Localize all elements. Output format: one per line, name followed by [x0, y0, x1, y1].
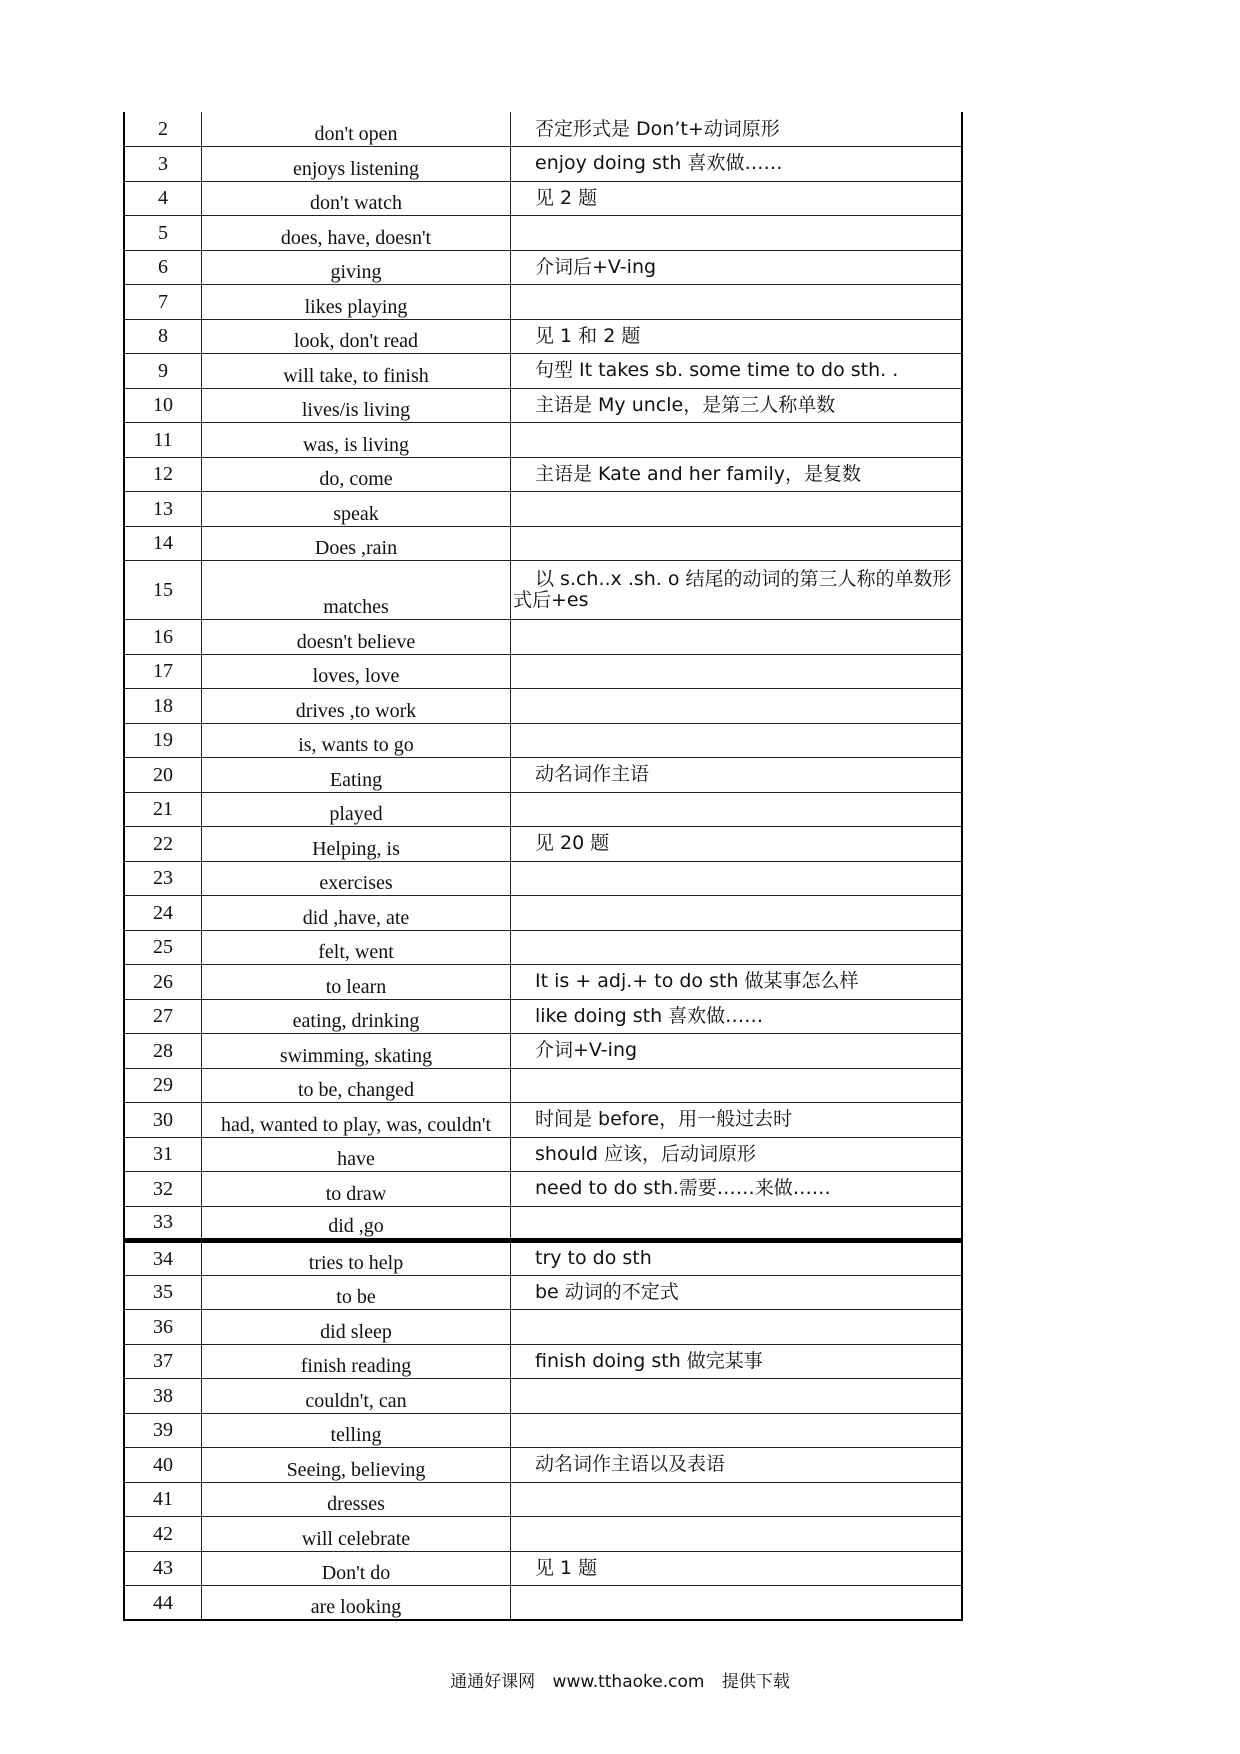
explanation-cell: 动名词作主语以及表语: [511, 1448, 963, 1483]
question-number: 28: [124, 1034, 202, 1069]
answer-cell: finish reading: [202, 1344, 511, 1379]
question-number: 33: [124, 1206, 202, 1241]
explanation-cell: [511, 216, 963, 251]
table-row: [124, 526, 962, 561]
explanation-cell: [511, 1379, 963, 1414]
question-number: 14: [124, 526, 202, 561]
explanation-cell: [511, 1310, 963, 1345]
explanation-cell: 以 s.ch..x .sh. o 结尾的动词的第三人称的单数形式后+es: [511, 561, 963, 620]
answer-cell: does, have, doesn't: [202, 216, 511, 251]
answer-table: [123, 112, 963, 1621]
question-number: 23: [124, 861, 202, 896]
answer-cell: swimming, skating: [202, 1034, 511, 1069]
answer-cell: lives/is living: [202, 388, 511, 423]
table-row: [124, 181, 962, 216]
question-number: 7: [124, 285, 202, 320]
explanation-cell: 句型 It takes sb. some time to do sth. .: [511, 354, 963, 389]
answer-cell: dresses: [202, 1482, 511, 1517]
explanation-cell: [511, 689, 963, 724]
question-number: 41: [124, 1482, 202, 1517]
table-row: [124, 1275, 962, 1310]
table-row: [124, 1344, 962, 1379]
table-row: [124, 827, 962, 862]
answer-cell: matches: [202, 561, 511, 620]
question-number: 6: [124, 250, 202, 285]
answer-cell: drives ,to work: [202, 689, 511, 724]
answer-cell: do, come: [202, 457, 511, 492]
question-number: 10: [124, 388, 202, 423]
answer-cell: Does ,rain: [202, 526, 511, 561]
explanation-cell: [511, 896, 963, 931]
table-row: [124, 620, 962, 655]
question-number: 42: [124, 1517, 202, 1552]
question-number: 39: [124, 1413, 202, 1448]
answer-cell: Helping, is: [202, 827, 511, 862]
answer-cell: enjoys listening: [202, 147, 511, 182]
answer-cell: Eating: [202, 758, 511, 793]
explanation-cell: need to do sth.需要……来做……: [511, 1172, 963, 1207]
question-number: 36: [124, 1310, 202, 1345]
question-number: 26: [124, 965, 202, 1000]
answer-cell: look, don't read: [202, 319, 511, 354]
answer-cell: Seeing, believing: [202, 1448, 511, 1483]
question-number: 40: [124, 1448, 202, 1483]
question-number: 19: [124, 723, 202, 758]
question-number: 5: [124, 216, 202, 251]
question-number: 34: [124, 1241, 202, 1276]
footer-tagline: 提供下载: [721, 1672, 790, 1692]
table-row: [124, 388, 962, 423]
footer-site-name: 通通好课网: [450, 1672, 536, 1692]
table-row: [124, 561, 962, 620]
explanation-cell: [511, 723, 963, 758]
table-row: [124, 147, 962, 182]
table-row: [124, 1586, 962, 1621]
table-row: [124, 457, 962, 492]
table-row: [124, 285, 962, 320]
question-number: 18: [124, 689, 202, 724]
question-number: 13: [124, 492, 202, 527]
explanation-cell: [511, 423, 963, 458]
answer-cell: did ,go: [202, 1206, 511, 1241]
answer-cell: is, wants to go: [202, 723, 511, 758]
explanation-cell: 否定形式是 Don’t+动词原形: [511, 112, 963, 147]
explanation-cell: [511, 1482, 963, 1517]
table-row: [124, 930, 962, 965]
table-row: [124, 1103, 962, 1138]
explanation-cell: 时间是 before，用一般过去时: [511, 1103, 963, 1138]
answer-cell: to draw: [202, 1172, 511, 1207]
answer-cell: was, is living: [202, 423, 511, 458]
explanation-cell: finish doing sth 做完某事: [511, 1344, 963, 1379]
table-row: [124, 654, 962, 689]
answer-cell: did sleep: [202, 1310, 511, 1345]
explanation-cell: [511, 1068, 963, 1103]
answer-cell: couldn't, can: [202, 1379, 511, 1414]
explanation-cell: [511, 1206, 963, 1241]
question-number: 27: [124, 999, 202, 1034]
question-number: 35: [124, 1275, 202, 1310]
table-row: [124, 423, 962, 458]
page-footer: [0, 1667, 1240, 1692]
question-number: 12: [124, 457, 202, 492]
explanation-cell: 主语是 Kate and her family，是复数: [511, 457, 963, 492]
question-number: 43: [124, 1551, 202, 1586]
question-number: 16: [124, 620, 202, 655]
answer-cell: to be, changed: [202, 1068, 511, 1103]
explanation-cell: 见 1 题: [511, 1551, 963, 1586]
table-row: [124, 1413, 962, 1448]
question-number: 9: [124, 354, 202, 389]
answer-cell: felt, went: [202, 930, 511, 965]
answer-cell: will celebrate: [202, 1517, 511, 1552]
explanation-cell: 主语是 My uncle，是第三人称单数: [511, 388, 963, 423]
answer-cell: exercises: [202, 861, 511, 896]
question-number: 25: [124, 930, 202, 965]
explanation-cell: 见 2 题: [511, 181, 963, 216]
question-number: 17: [124, 654, 202, 689]
explanation-cell: [511, 1517, 963, 1552]
table-row: [124, 1137, 962, 1172]
explanation-cell: [511, 1586, 963, 1621]
answer-cell: telling: [202, 1413, 511, 1448]
explanation-cell: [511, 930, 963, 965]
answer-cell: don't open: [202, 112, 511, 147]
question-number: 24: [124, 896, 202, 931]
table-row: [124, 758, 962, 793]
explanation-cell: 动名词作主语: [511, 758, 963, 793]
answer-cell: to learn: [202, 965, 511, 1000]
explanation-cell: 介词后+V-ing: [511, 250, 963, 285]
explanation-cell: [511, 285, 963, 320]
table-row: [124, 999, 962, 1034]
answer-cell: giving: [202, 250, 511, 285]
table-row: [124, 723, 962, 758]
explanation-cell: be 动词的不定式: [511, 1275, 963, 1310]
question-number: 11: [124, 423, 202, 458]
answer-cell: loves, love: [202, 654, 511, 689]
question-number: 22: [124, 827, 202, 862]
question-number: 38: [124, 1379, 202, 1414]
table-row: [124, 1551, 962, 1586]
explanation-cell: [511, 492, 963, 527]
table-row: [124, 1172, 962, 1207]
question-number: 20: [124, 758, 202, 793]
question-number: 32: [124, 1172, 202, 1207]
answer-table-body: [124, 112, 962, 1620]
answer-cell: had, wanted to play, was, couldn't: [202, 1103, 511, 1138]
table-row: [124, 1517, 962, 1552]
explanation-cell: enjoy doing sth 喜欢做……: [511, 147, 963, 182]
footer-url[interactable]: www.tthaoke.com: [552, 1672, 705, 1692]
answer-cell: did ,have, ate: [202, 896, 511, 931]
answer-cell: tries to help: [202, 1241, 511, 1276]
table-row: [124, 1206, 962, 1241]
table-row: [124, 1379, 962, 1414]
explanation-cell: [511, 861, 963, 896]
table-row: [124, 689, 962, 724]
explanation-cell: [511, 526, 963, 561]
answer-cell: likes playing: [202, 285, 511, 320]
answer-cell: Don't do: [202, 1551, 511, 1586]
question-number: 15: [124, 561, 202, 620]
table-row: [124, 1241, 962, 1276]
table-row: [124, 492, 962, 527]
explanation-cell: [511, 654, 963, 689]
table-row: [124, 1448, 962, 1483]
table-row: [124, 792, 962, 827]
explanation-cell: It is + adj.+ to do sth 做某事怎么样: [511, 965, 963, 1000]
answer-cell: will take, to finish: [202, 354, 511, 389]
table-row: [124, 354, 962, 389]
question-number: 29: [124, 1068, 202, 1103]
explanation-cell: [511, 792, 963, 827]
explanation-cell: 见 1 和 2 题: [511, 319, 963, 354]
table-row: [124, 216, 962, 251]
answer-cell: eating, drinking: [202, 999, 511, 1034]
explanation-cell: [511, 1413, 963, 1448]
table-row: [124, 1034, 962, 1069]
question-number: 2: [124, 112, 202, 147]
answer-cell: doesn't believe: [202, 620, 511, 655]
answer-cell: have: [202, 1137, 511, 1172]
table-row: [124, 1482, 962, 1517]
table-row: [124, 319, 962, 354]
explanation-cell: should 应该，后动词原形: [511, 1137, 963, 1172]
question-number: 37: [124, 1344, 202, 1379]
table-row: [124, 896, 962, 931]
question-number: 8: [124, 319, 202, 354]
question-number: 3: [124, 147, 202, 182]
explanation-cell: 见 20 题: [511, 827, 963, 862]
table-row: [124, 965, 962, 1000]
answer-cell: don't watch: [202, 181, 511, 216]
explanation-cell: try to do sth: [511, 1241, 963, 1276]
question-number: 4: [124, 181, 202, 216]
table-row: [124, 250, 962, 285]
table-row: [124, 1310, 962, 1345]
question-number: 21: [124, 792, 202, 827]
explanation-cell: 介词+V-ing: [511, 1034, 963, 1069]
explanation-cell: like doing sth 喜欢做……: [511, 999, 963, 1034]
table-row: [124, 861, 962, 896]
answer-cell: are looking: [202, 1586, 511, 1621]
answer-cell: to be: [202, 1275, 511, 1310]
table-row: [124, 1068, 962, 1103]
answer-cell: played: [202, 792, 511, 827]
question-number: 31: [124, 1137, 202, 1172]
question-number: 44: [124, 1586, 202, 1621]
table-row: [124, 112, 962, 147]
explanation-cell: [511, 620, 963, 655]
answer-cell: speak: [202, 492, 511, 527]
question-number: 30: [124, 1103, 202, 1138]
